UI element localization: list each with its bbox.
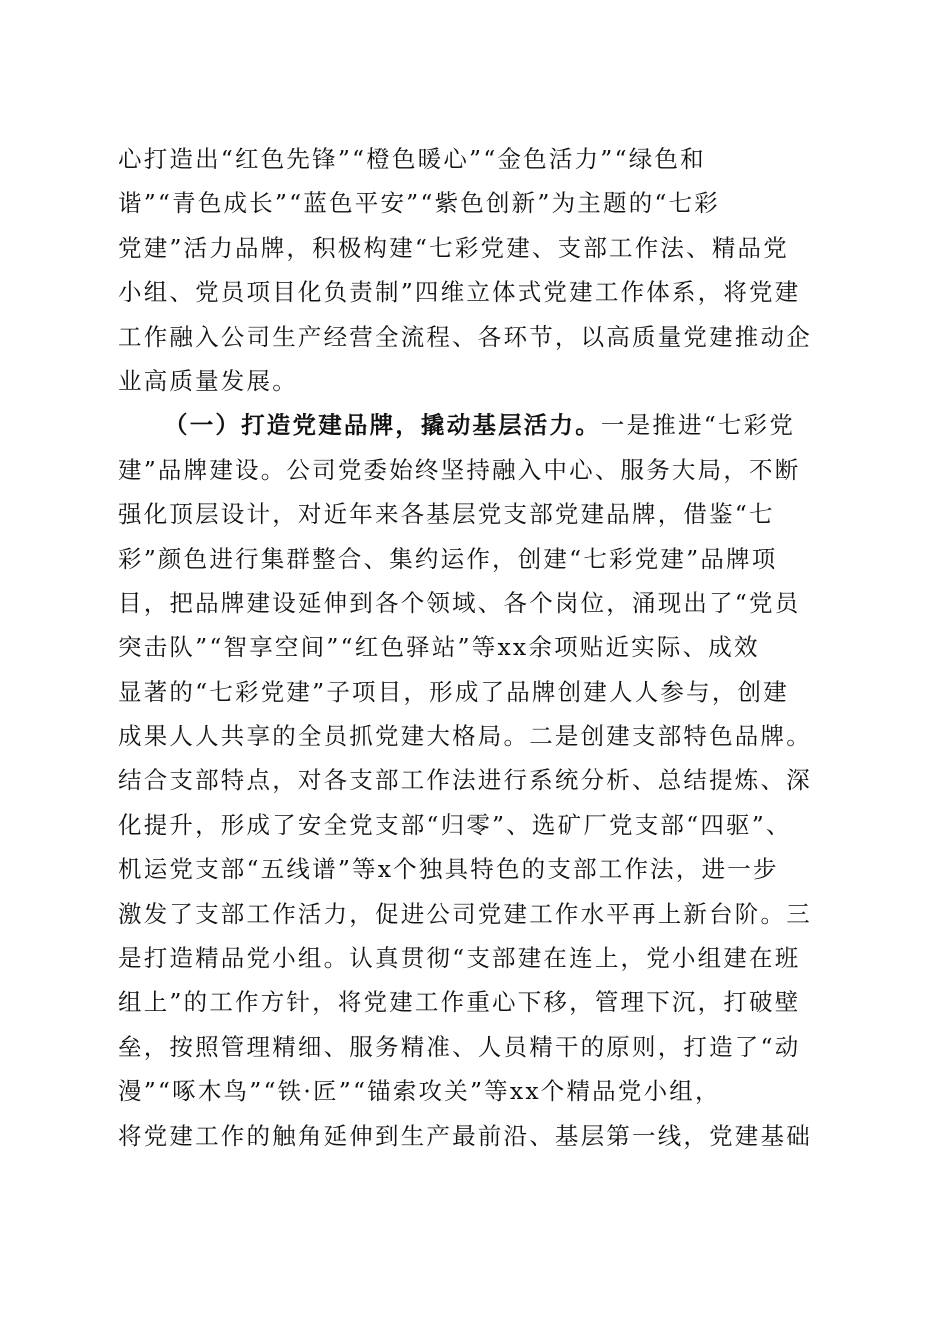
body-text: [118, 137, 830, 1158]
text-span: 一是推进“七彩党: [600, 411, 796, 440]
text-line: 成果人人共享的全员抓党建大格局。二是创建支部特色品牌。: [118, 722, 812, 751]
text-line: 党建”活力品牌，积极构建“七彩党建、支部工作法、精品党: [118, 233, 789, 262]
text-line: 机运党支部“五线谱”等x个独具特色的支部工作法，进一步: [118, 855, 779, 884]
text-line: 彩”颜色进行集群整合、集约运作，创建“七彩党建”品牌项: [118, 544, 778, 573]
text-line: 突击队”“智享空间”“红色驿站”等xx余项贴近实际、成效: [118, 633, 760, 662]
section-heading: （一）打造党建品牌，撬动基层活力。: [164, 411, 601, 440]
text-line: 是打造精品党小组。认真贯彻“支部建在连上，党小组建在班: [118, 944, 801, 973]
text-line: 小组、党员项目化负责制”四维立体式党建工作体系，将党建: [118, 278, 801, 307]
text-line: 垒，按照管理精细、服务精准、人员精干的原则，打造了“动: [118, 1032, 801, 1061]
text-line: 漫”“啄木鸟”“铁·匠”“锚索攻关”等xx个精品党小组，: [118, 1077, 721, 1106]
text-line: 组上”的工作方针，将党建工作重心下移，管理下沉，打破壁: [118, 988, 801, 1017]
text-line: 结合支部特点，对各支部工作法进行系统分析、总结提炼、深: [118, 766, 812, 795]
text-line: 工作融入公司生产经营全流程、各环节，以高质量党建推动企: [118, 322, 812, 351]
text-line: 谐”“青色成长”“蓝色平安”“紫色创新”为主题的“七彩: [118, 189, 721, 218]
text-line: 建”品牌建设。公司党委始终坚持融入中心、服务大局，不断: [118, 455, 801, 484]
text-line: 化提升，形成了安全党支部“归零”、选矿厂党支部“四驱”、: [118, 810, 792, 839]
text-line: 业高质量发展。: [118, 366, 298, 395]
text-line: 将党建工作的触角延伸到生产最前沿、基层第一线，党建基础: [118, 1121, 812, 1150]
text-line: 心打造出“红色先锋”“橙色暖心”“金色活力”“绿色和: [118, 145, 706, 173]
text-line: 激发了支部工作活力，促进公司党建工作水平再上新台阶。三: [118, 899, 812, 928]
section-heading-line: [118, 403, 830, 447]
text-line: 显著的“七彩党建”子项目，形成了品牌创建人人参与，创建: [118, 677, 789, 706]
text-line: 目，把品牌建设延伸到各个领域、各个岗位，涌现出了“党员: [118, 588, 801, 617]
text-line: 强化顶层设计，对近年来各基层党支部党建品牌，借鉴“七: [118, 500, 775, 529]
